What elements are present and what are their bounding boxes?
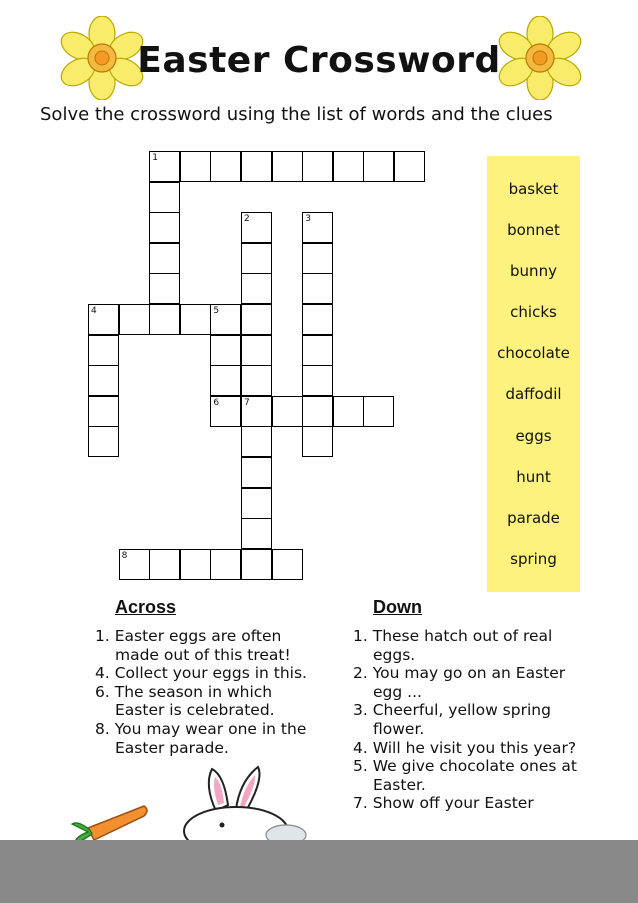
- clue-item: [95, 664, 317, 683]
- crossword-cell: [363, 396, 394, 427]
- crossword-cell: [241, 151, 272, 182]
- down-clue-list: [331, 627, 583, 813]
- crossword-cell: [302, 335, 333, 366]
- crossword-cell: [149, 243, 180, 274]
- clue-item: [353, 701, 583, 738]
- clue-number: 7.: [353, 794, 368, 813]
- crossword-cell: [149, 549, 180, 580]
- crossword-cell: [210, 365, 241, 396]
- carrot-icon: [68, 800, 150, 845]
- clue-text: Show off your Easter: [372, 794, 534, 813]
- crossword-cell: [180, 151, 211, 182]
- crossword-cell: [210, 549, 241, 580]
- word-list-box: [487, 156, 580, 592]
- clue-number-label: 6: [213, 397, 220, 408]
- crossword-cell: [210, 335, 241, 366]
- crossword-cell: [241, 457, 272, 488]
- crossword-cell: [363, 151, 394, 182]
- clue-number-label: 8: [121, 550, 128, 561]
- clue-item: [95, 720, 317, 757]
- crossword-cell: [241, 243, 272, 274]
- clue-number-label: 1: [152, 153, 158, 163]
- crossword-cell: [180, 549, 211, 580]
- crossword-cell: [241, 488, 272, 519]
- clue-number: 3.: [353, 701, 368, 720]
- crossword-cell: [88, 335, 119, 366]
- crossword-cell: [241, 518, 272, 549]
- crossword-cell: [302, 396, 333, 427]
- crossword-cell: [241, 365, 272, 396]
- word-list-item: bunny: [510, 262, 557, 280]
- bunny-icon: [178, 765, 318, 843]
- crossword-cell: [88, 426, 119, 457]
- clue-item: [95, 683, 317, 720]
- clue-number-label: 2: [244, 214, 250, 225]
- word-list-item: basket: [508, 180, 559, 198]
- crossword-cell: [149, 273, 180, 304]
- footer-bar: [0, 840, 638, 903]
- clue-number: 4.: [95, 664, 110, 683]
- crossword-cell: [394, 151, 425, 182]
- crossword-cell: [241, 304, 272, 335]
- clue-number: 5.: [353, 757, 368, 776]
- clue-text: Collect your eggs in this.: [114, 664, 307, 683]
- clue-number-label: 7: [244, 397, 250, 408]
- across-heading: Across: [115, 597, 177, 617]
- word-list-item: parade: [507, 509, 560, 527]
- word-list-item: chocolate: [497, 344, 570, 362]
- clue-text: Cheerful, yellow spring flower.: [372, 701, 551, 738]
- word-list-item: eggs: [515, 427, 552, 445]
- word-list-item: bonnet: [507, 221, 560, 239]
- clue-number: 2.: [353, 664, 368, 683]
- crossword-cell: [210, 151, 241, 182]
- clue-text: We give chocolate ones at Easter.: [372, 757, 577, 794]
- clue-text: Easter eggs are often made out of this treat!: [114, 627, 291, 664]
- crossword-cell: [241, 335, 272, 366]
- clue-number: 1.: [95, 627, 110, 645]
- crossword-cell: [302, 365, 333, 396]
- crossword-cell: [272, 549, 303, 580]
- crossword-cell: [241, 549, 272, 580]
- clue-item: [353, 664, 583, 701]
- crossword-cell: [333, 151, 364, 182]
- crossword-cell: [180, 304, 211, 335]
- clue-number: 4.: [353, 738, 368, 757]
- crossword-cell: [241, 426, 272, 457]
- across-clue-list: [73, 627, 317, 757]
- clue-item: [353, 794, 583, 813]
- clue-number-label: 4: [91, 306, 97, 316]
- clue-text: Will he visit you this year?: [372, 738, 577, 757]
- clue-text: You may go on an Easter egg ...: [372, 664, 566, 701]
- down-heading: Down: [373, 597, 422, 617]
- clue-item: [95, 627, 317, 664]
- clue-item: [353, 739, 583, 758]
- word-list-item: chicks: [510, 303, 557, 321]
- crossword-cell: [302, 273, 333, 304]
- crossword-cell: [119, 304, 150, 335]
- crossword-cell: [302, 243, 333, 274]
- clue-number: 6.: [95, 682, 110, 701]
- clue-text: You may wear one in the Easter parade.: [114, 719, 307, 757]
- crossword-cell: [302, 151, 333, 182]
- instructions: Solve the crossword using the list of words and the clues: [40, 104, 553, 125]
- crossword-cell: [302, 304, 333, 335]
- crossword-cell: [149, 304, 180, 335]
- word-list-item: spring: [510, 550, 557, 568]
- clue-number-label: 3: [305, 214, 311, 225]
- clue-item: [353, 757, 583, 794]
- clue-item: [353, 627, 583, 664]
- clue-text: The season in which Easter is celebrated.: [114, 682, 275, 720]
- word-list-item: daffodil: [505, 385, 562, 403]
- crossword-cell: [88, 396, 119, 427]
- crossword-cell: [302, 426, 333, 457]
- crossword-cell: [88, 365, 119, 396]
- crossword-cell: [333, 396, 364, 427]
- crossword-cell: [241, 273, 272, 304]
- crossword-cell: [149, 182, 180, 213]
- clue-number-label: 5: [213, 306, 220, 316]
- crossword-cell: [149, 212, 180, 243]
- clue-text: These hatch out of real eggs.: [372, 627, 553, 664]
- page-title: Easter Crossword: [137, 40, 501, 81]
- clue-number: 8.: [95, 719, 110, 738]
- crossword-cell: [272, 396, 303, 427]
- word-list-item: hunt: [516, 468, 551, 486]
- crossword-cell: [272, 151, 303, 182]
- clue-number: 1.: [353, 627, 368, 645]
